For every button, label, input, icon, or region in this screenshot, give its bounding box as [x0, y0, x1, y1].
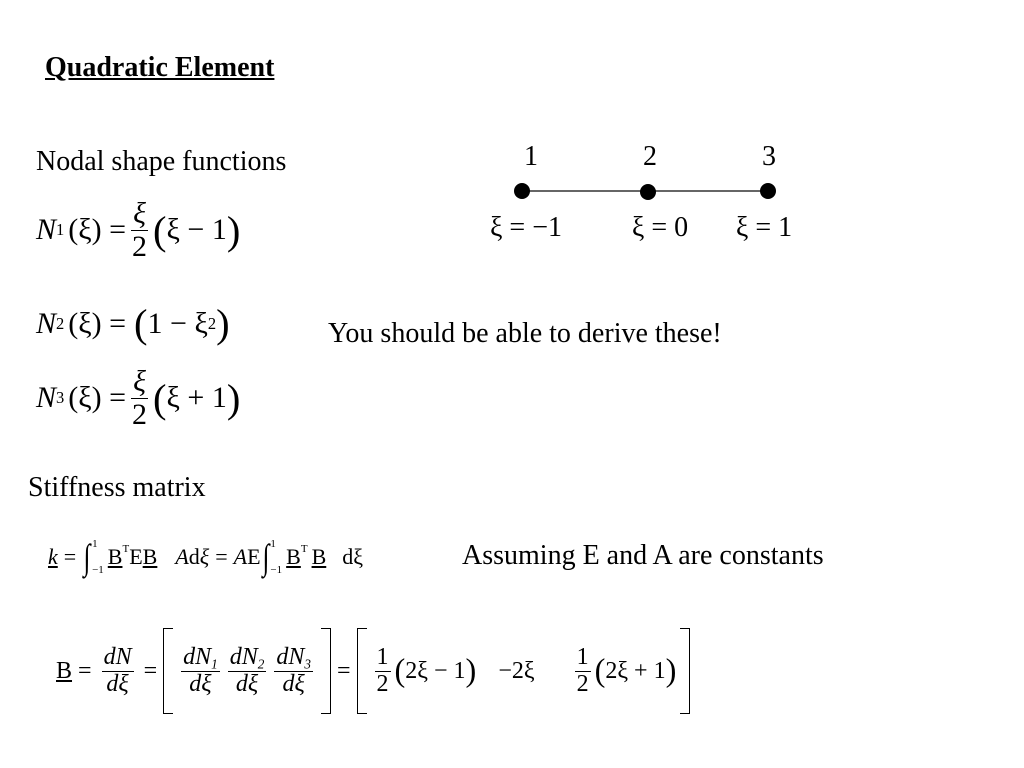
- n3-subscript: 3: [56, 388, 65, 407]
- right-bracket-1: [321, 628, 331, 714]
- n2-exponent: 2: [207, 313, 217, 333]
- node-3-coordinate: ξ = 1: [735, 212, 793, 243]
- n3-numerator: ξ: [133, 365, 146, 398]
- dN1-fraction: $\frac{dN_1}{d\xi}$: [183, 643, 218, 698]
- shape-functions-heading: Nodal shape functions: [36, 146, 287, 177]
- assumption-note: Assuming E and A are constants: [462, 540, 824, 571]
- n1-numerator: ξ: [133, 197, 146, 230]
- right-bracket-2: [680, 628, 690, 714]
- b-entry-1: 2ξ − 1: [405, 657, 466, 684]
- b-symbol: B: [56, 657, 73, 684]
- left-bracket-1: [163, 628, 173, 714]
- node-2-coordinate: ξ = 0: [631, 212, 689, 243]
- node-3-label: 3: [762, 141, 776, 172]
- node-1-label: 1: [524, 141, 538, 172]
- n3-factor: ξ + 1: [166, 381, 227, 414]
- n3-denominator: 2: [132, 397, 148, 431]
- integral-sign-1: ∫: [83, 537, 91, 577]
- n3-fraction: [130, 366, 149, 430]
- n1-fraction: [130, 198, 149, 262]
- b-entry-3: 2ξ + 1: [605, 657, 666, 684]
- equation-n3: N 3 (ξ) = $\frac{\xi}{2}$ ( ξ + 1 ): [36, 365, 241, 431]
- node-1-coordinate: ξ = −1: [489, 212, 563, 243]
- equation-n2: N 2 (ξ) = ( 1 − ξ 2 ): [36, 301, 230, 346]
- n3-symbol: N: [36, 381, 57, 414]
- node-1-dot: [514, 183, 530, 199]
- node-2-label: 2: [643, 141, 657, 172]
- dN-dxi-fraction: $\frac{dN}{d\xi}$: [103, 644, 132, 697]
- element-diagram: [470, 130, 810, 250]
- n1-denominator: 2: [132, 229, 148, 263]
- n3-argument: (ξ) =: [68, 381, 127, 414]
- dN2-fraction: $\frac{dN_2}{d\xi}$: [229, 643, 265, 698]
- n2-factor: 1 − ξ: [147, 306, 208, 340]
- node-2-dot: [640, 184, 656, 200]
- integral-limits-2: 1 −1: [270, 537, 283, 576]
- left-bracket-2: [357, 628, 367, 714]
- n1-argument: (ξ) =: [68, 213, 127, 246]
- b-entry-2: −2ξ: [498, 657, 535, 684]
- page-title: Quadratic Element: [45, 52, 275, 83]
- n1-subscript: 1: [56, 220, 65, 239]
- integral-sign-2: ∫: [262, 537, 269, 577]
- node-3-dot: [760, 183, 776, 199]
- n1-factor: ξ − 1: [166, 213, 227, 246]
- b-matrix-equation: B = $\frac{dN}{d\xi}$ = $\frac{dN_1}{d\xi}$ $\frac{dN_2}{d\xi}$ $\frac{dN_3}{d\xi}$ = $\frac{1}{2}$ ( 2ξ − 1 ) −2ξ $\frac{1}{2}$ ( 2ξ + 1 ): [56, 628, 690, 714]
- n1-symbol: N: [36, 213, 57, 246]
- n2-symbol: N: [36, 306, 57, 340]
- equation-n1: N 1 (ξ) = $\frac{\xi}{2}$ ( ξ − 1 ): [36, 197, 241, 263]
- half-fraction-1: $\frac{1}{2}$: [376, 644, 389, 697]
- n2-argument: (ξ) =: [68, 306, 127, 340]
- stiffness-equation: k = ∫ 1 −1 B T E B A d ξ = A E ∫ 1 −1 B T B dξ: [48, 537, 364, 577]
- integral-limits-1: 1 −1: [92, 537, 104, 576]
- half-fraction-2: $\frac{1}{2}$: [576, 644, 589, 697]
- dN3-fraction: $\frac{dN_3}{d\xi}$: [276, 643, 311, 698]
- k-symbol: k: [48, 544, 58, 569]
- n2-subscript: 2: [56, 313, 65, 333]
- stiffness-heading: Stiffness matrix: [28, 472, 206, 503]
- derive-note: You should be able to derive these!: [328, 318, 722, 349]
